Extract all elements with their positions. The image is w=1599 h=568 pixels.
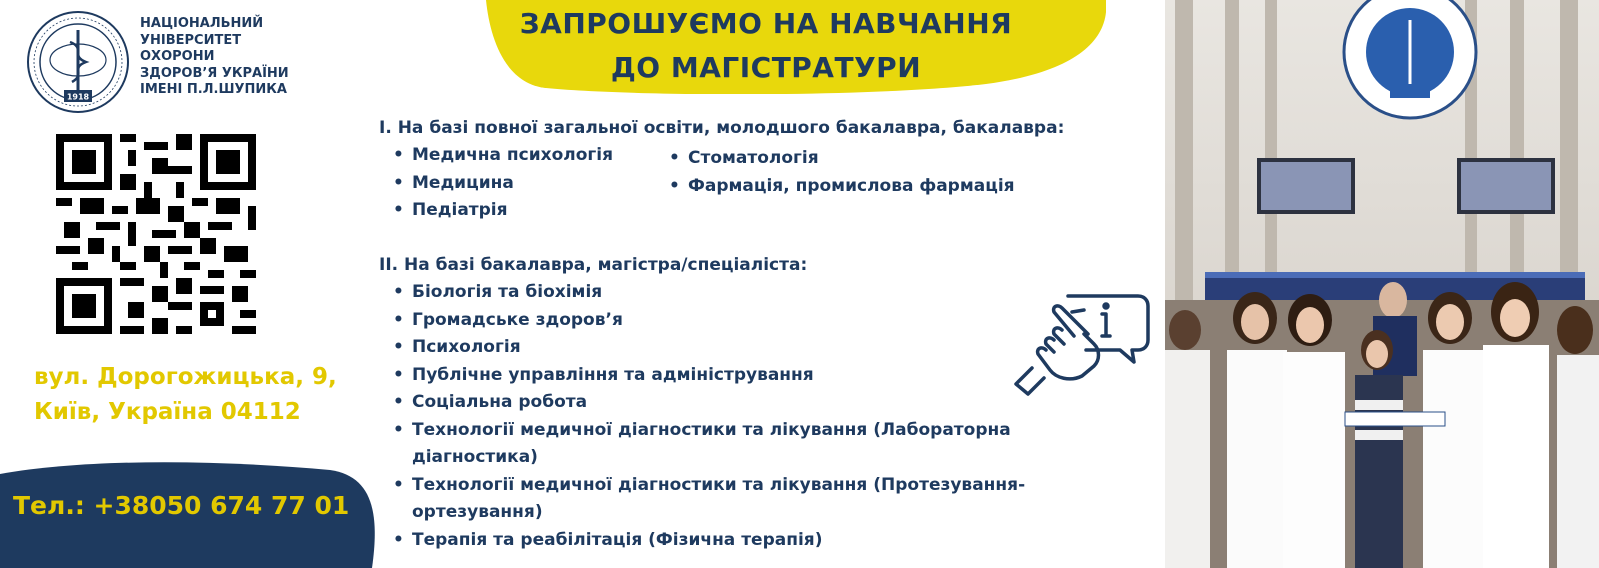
list-item: • Громадське здоров’я bbox=[379, 307, 1079, 335]
list-item: • Публічне управління та адміністрування bbox=[379, 362, 1079, 390]
section-1-heading: І. На базі повної загальної освіти, молодшого бакалавра, бакалавра: bbox=[379, 118, 1065, 138]
address-line-2: Київ, Україна 04112 bbox=[34, 399, 301, 425]
list-item: • Соціальна робота bbox=[379, 389, 1079, 417]
university-name: НАЦІОНАЛЬНИЙ УНІВЕРСИТЕТ ОХОРОНИ ЗДОРОВ’Я УКРАЇНИ ІМЕНІ П.Л.ШУПИКА bbox=[140, 16, 289, 97]
title-line-1: ЗАПРОШУЄМО НА НАВЧАННЯ bbox=[519, 7, 1013, 40]
section-2-heading: ІІ. На базі бакалавра, магістра/спеціаліста: bbox=[379, 255, 808, 275]
list-item: • Стоматологія bbox=[655, 145, 1015, 173]
list-item: • Психологія bbox=[379, 334, 1079, 362]
logo-year: 1918 bbox=[66, 92, 90, 102]
list-item: • Терапія та реабілітація (Фізична терапія) bbox=[379, 527, 1079, 555]
qr-code-icon[interactable] bbox=[56, 134, 256, 334]
address-line-1: вул. Дорогожицька, 9, bbox=[34, 364, 337, 390]
list-item: • Технології медичної діагностики та лікування (Лабораторна діагностика) bbox=[379, 417, 1079, 472]
section-1-list-col-2 bbox=[655, 145, 1015, 200]
section-1-list-col-1 bbox=[379, 142, 613, 225]
page-title bbox=[486, 2, 1046, 90]
title-line-2: ДО МАГІСТРАТУРИ bbox=[610, 51, 922, 84]
emblem-on-wall bbox=[1344, 0, 1476, 118]
list-item: • Медична психологія bbox=[379, 142, 613, 170]
list-item: • Технології медичної діагностики та лікування (Протезування-ортезування) bbox=[379, 472, 1079, 527]
crowd bbox=[1165, 282, 1599, 568]
list-item: • Педіатрія bbox=[379, 197, 613, 225]
university-emblem-icon bbox=[26, 10, 130, 114]
list-item: • Медицина bbox=[379, 170, 613, 198]
list-item: • Біологія та біохімія bbox=[379, 279, 1079, 307]
section-2-list bbox=[379, 279, 1079, 554]
hand-pointing-info-icon bbox=[1010, 290, 1152, 396]
list-item: • Фармація, промислова фармація bbox=[655, 173, 1015, 201]
phone-number[interactable]: Тел.: +38050 674 77 01 bbox=[13, 491, 350, 520]
students-photo bbox=[1165, 0, 1599, 568]
address bbox=[34, 360, 337, 430]
